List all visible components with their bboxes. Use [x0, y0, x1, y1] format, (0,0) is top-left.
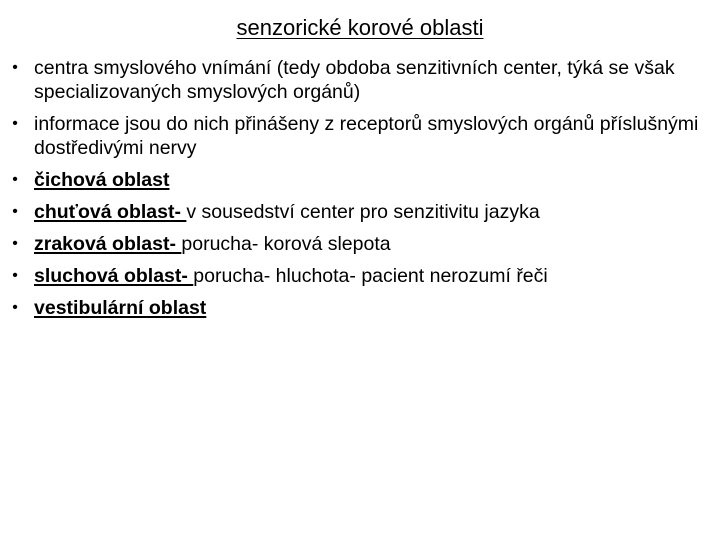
bullet-item — [6, 232, 706, 256]
bullet-item — [6, 56, 706, 104]
bullet-term: čichová oblast — [34, 169, 170, 191]
slide-title-text: senzorické korové oblasti — [236, 15, 484, 40]
bullet-icon: • — [12, 171, 18, 188]
bullet-icon: • — [12, 267, 18, 284]
bullet-term: vestibulární oblast — [34, 297, 207, 319]
bullet-text: v sousedství center pro senzitivitu jazyka — [186, 201, 540, 223]
bullet-item — [6, 296, 706, 320]
bullet-list — [6, 56, 706, 328]
bullet-item — [6, 200, 706, 224]
bullet-icon: • — [12, 235, 18, 252]
bullet-term: zraková oblast- — [34, 233, 182, 255]
bullet-item — [6, 264, 706, 288]
bullet-text: porucha- korová slepota — [181, 233, 391, 255]
bullet-item — [6, 112, 706, 160]
bullet-term: chuťová oblast- — [34, 201, 187, 223]
bullet-icon: • — [12, 203, 18, 220]
bullet-item — [6, 168, 706, 192]
bullet-text: porucha- hluchota- pacient nerozumí řeči — [193, 265, 548, 287]
slide-title — [0, 14, 720, 42]
bullet-text: informace jsou do nich přinášeny z receptorů smyslových orgánů příslušnými dostředivými nervy — [34, 113, 699, 159]
bullet-icon: • — [12, 115, 18, 132]
bullet-text: centra smyslového vnímání (tedy obdoba senzitivních center, týká se však specializovaných smyslových orgánů) — [34, 57, 675, 103]
bullet-icon: • — [12, 59, 18, 76]
bullet-term: sluchová oblast- — [34, 265, 194, 287]
bullet-icon: • — [12, 299, 18, 316]
